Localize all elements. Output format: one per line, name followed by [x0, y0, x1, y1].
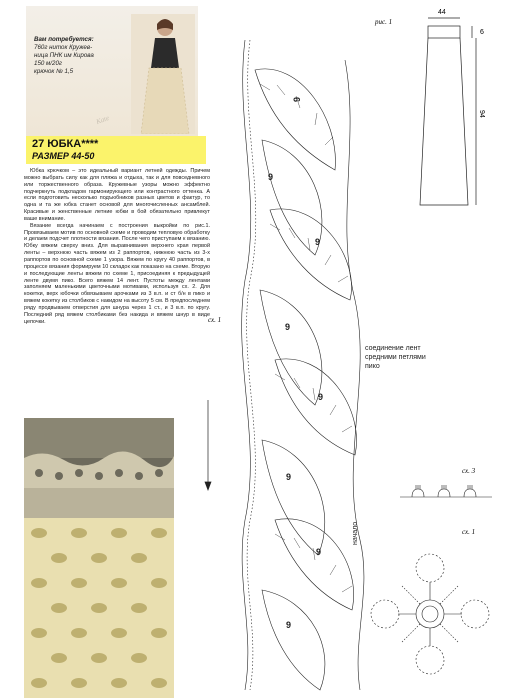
yarn-info [34, 36, 124, 76]
motif-number: 9 [286, 620, 292, 630]
size-label: РАЗМЕР 44-50 [32, 151, 95, 161]
connection-note-line: средними петлями [365, 354, 426, 361]
flower-motif-chart [371, 554, 489, 674]
lace-edge-photo [24, 418, 174, 518]
connection-note-line: соединение лент [365, 345, 421, 352]
watermark: Kate [95, 113, 111, 127]
direction-arrow-icon [205, 400, 211, 490]
model-photo [26, 6, 198, 136]
instructions-text [24, 168, 210, 325]
title-banner [26, 136, 206, 164]
start-label: начало [352, 521, 359, 545]
lace-chart [242, 40, 364, 690]
motif-number: 9 [268, 172, 274, 182]
motif-number: 9 [318, 392, 324, 402]
motif-number: 9 [315, 237, 321, 247]
scheme-label: сх. 3 [462, 467, 476, 475]
model-figure [131, 14, 195, 134]
crochet-diagram [195, 0, 513, 700]
yarn-info-line: крючок № 1,5 [34, 68, 74, 75]
motif-number: 9 [316, 547, 322, 557]
connection-note-line: пико [365, 363, 380, 370]
motif-number: 9 [292, 96, 302, 102]
lace-pattern-photo [24, 518, 174, 698]
scheme-label: сх. 1 [462, 528, 476, 536]
yarn-info-line: 150 м/20г [34, 60, 62, 67]
scheme-3-chart [400, 485, 492, 497]
dim-top: 44 [438, 9, 446, 16]
dim-right: 6 [480, 29, 484, 36]
page-title: 27 ЮБКА**** [32, 138, 99, 150]
paragraph: Юбка крючком – это идеальный вариант летней одежды. Причем можно выбрать силу как для пляжа и отдыха, так и для повседневного или торжественного образа. Кружевные узоры можно эффектно подчеркнуть подкладом гармонирующего или контрастного оттенка. А если подготовить несколько подъюбников разных цветов и фактур, то одна и та же юбка станет основой для многочисленных ансамблей. Красивые и женственные летние юбки в бой обязательно привлекут ваше внимание. [24, 168, 210, 222]
figure-label: рис. 1 [375, 18, 393, 26]
scheme-label: сх. 1 [208, 316, 222, 324]
yarn-info-line: 760г ниток Кружев- [34, 44, 93, 51]
paragraph: Вязание всегда начинаем с построения выкройки по рис.1. Провязываем мотив по основной схеме и проводим тепловую обработку и делаем подсчет плотности вязания. После чего приступаем к вязанию. Юбку вяжем сверху вниз. Для выравнивания верхнего края первой ленты – верхнюю часть вяжем из 2 раппортов, нижнюю часть из 3-х раппортов по основной схеме 1 узора. Вяжем по кругу 40 раппортов, в процессе вязания формируем 10 складок как показано на схеме. Вторую и последующие ленты вяжем по схеме 1, присоединяя к предыдущей ленте двумя пико. Всего вяжем 14 лент. Пустоты между лентами заполняем маленькими цветочными мотивами, используя сх. 2. Для кокетки, верх юбочки обвязываем арочками из 3 в.п. и ст б/н в пико и вяжем кокетку из столбиков с накидом на высоту 5 см. В предпоследнем ряду продвываем отверстия для шнура через 1 ст., и 3 в.п. по кругу. Последний ряд вяжем столбиками без накида и вяжем шнур в виде цепочки. [24, 222, 210, 325]
dim-side: 94 [478, 110, 485, 118]
yarn-info-line: ница ПНК им Кирова [34, 52, 94, 59]
skirt-pattern-outline [420, 18, 476, 205]
motif-number: 9 [286, 472, 292, 482]
motif-number: 9 [285, 322, 291, 332]
yarn-info-line: Вам потребуется: [34, 36, 94, 43]
